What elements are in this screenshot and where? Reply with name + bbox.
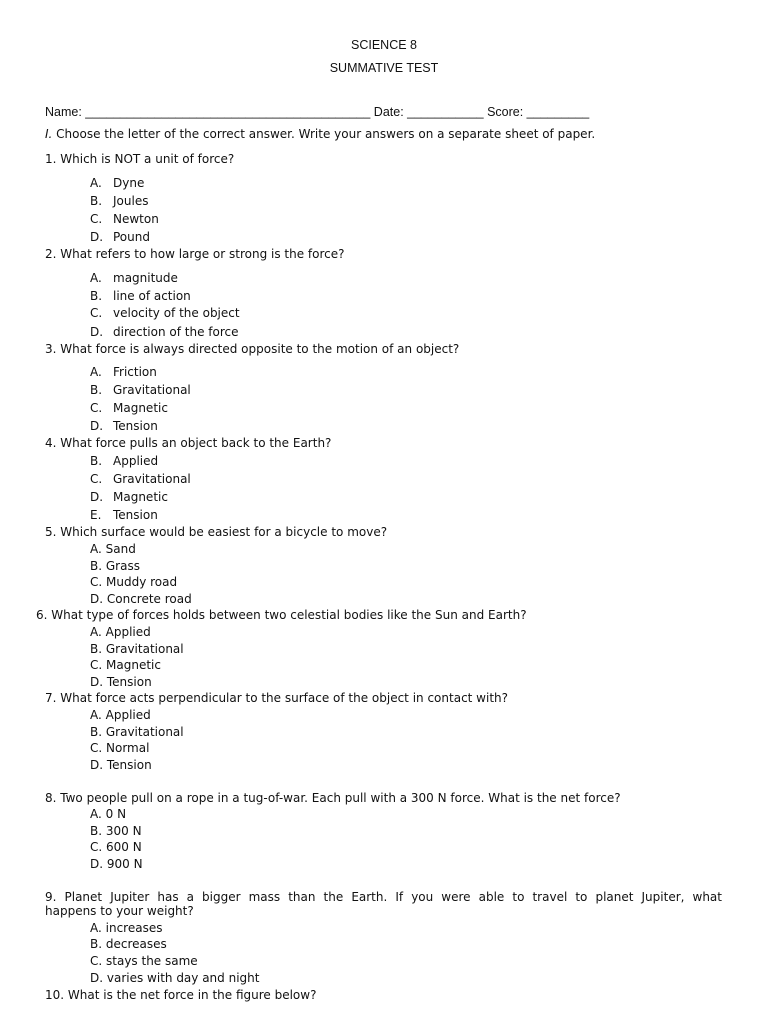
question-9-option-d: D. varies with day and night — [90, 971, 260, 985]
question-7-option-b: B. Gravitational — [90, 725, 184, 739]
question-5-option-b: B. Grass — [90, 559, 140, 573]
question-8-option-c: C. 600 N — [90, 840, 142, 854]
question-1-option-b: B. Joules — [90, 194, 149, 208]
student-info-line: Name: _________________________________________ Date: ___________ Score: _________ — [45, 105, 590, 119]
question-9-line-2: happens to your weight? — [45, 904, 194, 918]
question-2-option-d: D. direction of the force — [90, 325, 239, 339]
question-6: 6. What type of forces holds between two celestial bodies like the Sun and Earth? — [36, 608, 527, 622]
question-3-option-a: A. Friction — [90, 365, 157, 379]
question-7-option-c: C. Normal — [90, 741, 150, 755]
question-9-line-1: 9. Planet Jupiter has a bigger mass than the Earth. If you were able to travel to planet Jupiter, what — [45, 890, 722, 904]
question-5-option-d: D. Concrete road — [90, 592, 192, 606]
question-9-option-c: C. stays the same — [90, 954, 198, 968]
question-1: 1. Which is NOT a unit of force? — [45, 152, 235, 166]
question-5: 5. Which surface would be easiest for a bicycle to move? — [45, 525, 388, 539]
question-6-option-a: A. Applied — [90, 625, 151, 639]
subject-title: SCIENCE 8 — [351, 38, 417, 52]
question-8-option-b: B. 300 N — [90, 824, 142, 838]
question-4: 4. What force pulls an object back to the Earth? — [45, 436, 332, 450]
question-9-option-a: A. increases — [90, 921, 163, 935]
test-title: SUMMATIVE TEST — [329, 61, 439, 75]
question-10: 10. What is the net force in the figure below? — [45, 988, 317, 1002]
question-4-option-b: B. Applied — [90, 454, 159, 468]
question-6-option-b: B. Gravitational — [90, 642, 184, 656]
question-4-option-c: C. Gravitational — [90, 472, 191, 486]
question-6-option-c: C. Magnetic — [90, 658, 161, 672]
question-1-option-a: A. Dyne — [90, 176, 145, 190]
question-7: 7. What force acts perpendicular to the surface of the object in contact with? — [45, 691, 509, 705]
question-3-option-b: B. Gravitational — [90, 383, 191, 397]
question-7-option-d: D. Tension — [90, 758, 152, 772]
question-1-option-d: D. Pound — [90, 230, 150, 244]
question-5-option-a: A. Sand — [90, 542, 136, 556]
question-4-option-e: E. Tension — [90, 508, 158, 522]
question-6-option-d: D. Tension — [90, 675, 152, 689]
question-8-option-d: D. 900 N — [90, 857, 143, 871]
question-5-option-c: C. Muddy road — [90, 575, 178, 589]
question-8: 8. Two people pull on a rope in a tug-of-war. Each pull with a 300 N force. What is the net force? — [45, 791, 621, 805]
instructions — [45, 127, 595, 141]
question-9-option-b: B. decreases — [90, 937, 167, 951]
question-3: 3. What force is always directed opposite to the motion of an object? — [45, 342, 460, 356]
question-3-option-c: C. Magnetic — [90, 401, 168, 415]
instructions-text: Choose the letter of the correct answer. Write your answers on a separate sheet of paper. — [52, 127, 596, 141]
question-2-option-c: C. velocity of the object — [90, 306, 240, 320]
question-1-option-c: C. Newton — [90, 212, 159, 226]
question-3-option-d: D. Tension — [90, 419, 158, 433]
question-2: 2. What refers to how large or strong is the force? — [45, 247, 345, 261]
question-2-option-a: A. magnitude — [90, 271, 178, 285]
question-2-option-b: B. line of action — [90, 289, 191, 303]
question-4-option-d: D. Magnetic — [90, 490, 168, 504]
question-7-option-a: A. Applied — [90, 708, 151, 722]
section-numeral: I. — [45, 127, 53, 141]
question-8-option-a: A. 0 N — [90, 807, 127, 821]
